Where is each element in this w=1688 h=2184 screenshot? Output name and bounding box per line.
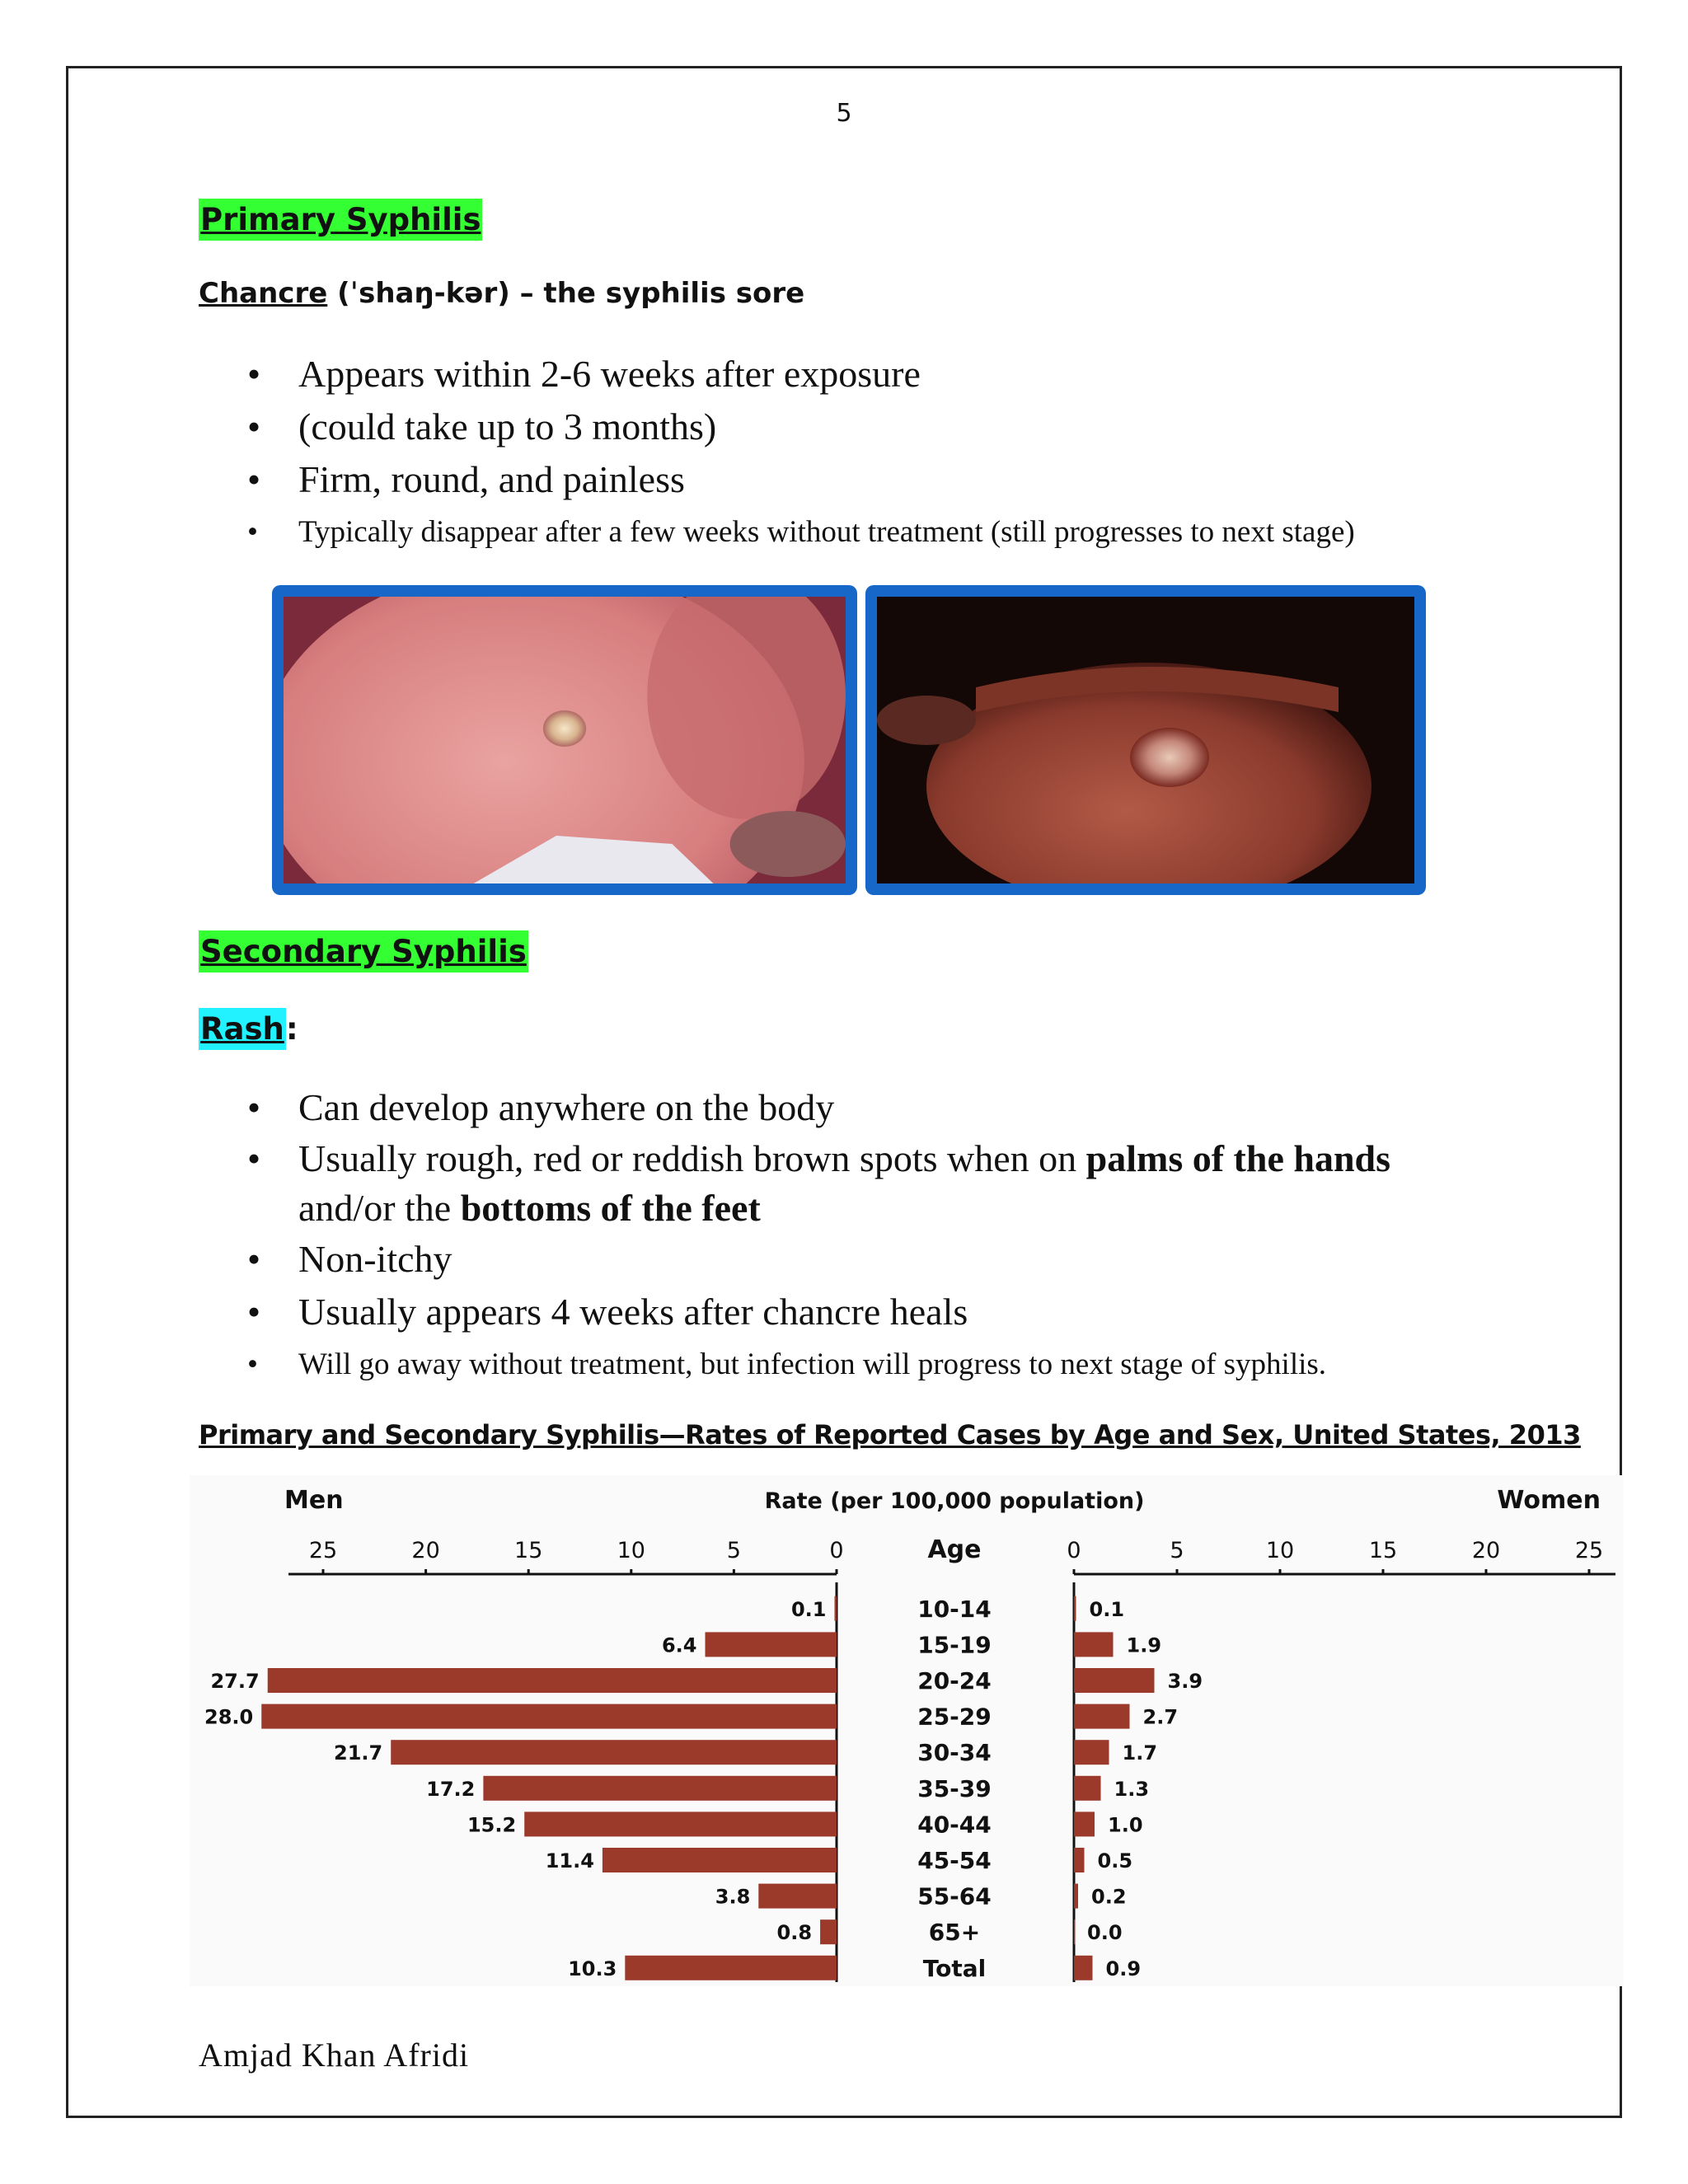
men-tick-label: 25 — [308, 1538, 338, 1563]
men-value-label: 27.7 — [210, 1670, 260, 1693]
women-value-label: 1.0 — [1108, 1813, 1143, 1837]
men-value-label: 10.3 — [568, 1957, 617, 1980]
chancre-subheading: Chancre (ˈshaŋ-kər) – the syphilis sore — [199, 277, 805, 310]
list-item: • Can develop anywhere on the body — [247, 1081, 1484, 1134]
women-bar — [1074, 1776, 1101, 1801]
age-category-label: Total — [922, 1954, 987, 1982]
age-category-label: 35-39 — [917, 1774, 992, 1802]
women-value-label: 0.5 — [1097, 1849, 1133, 1872]
women-tick-label: 20 — [1471, 1538, 1501, 1563]
page-number: 5 — [836, 99, 852, 128]
chancre-photo-tongue — [272, 585, 857, 895]
women-value-label: 0.1 — [1089, 1597, 1125, 1621]
list-item: • Non-itchy — [247, 1233, 1484, 1286]
list-item: • Appears within 2-6 weeks after exposure — [247, 348, 1484, 401]
list-item: • (could take up to 3 months) — [247, 401, 1484, 453]
age-header: Age — [927, 1535, 982, 1564]
women-bar — [1074, 1884, 1078, 1909]
age-category-label: 45-54 — [917, 1847, 992, 1874]
list-item: • Firm, round, and painless — [247, 453, 1484, 506]
men-value-label: 21.7 — [334, 1741, 383, 1765]
women-tick-label: 0 — [1067, 1538, 1081, 1563]
primary-bullets — [247, 348, 1484, 559]
list-item: • Will go away without treatment, but infection will progress to next stage of syphilis. — [247, 1338, 1484, 1391]
men-bar — [758, 1884, 837, 1909]
men-bar — [835, 1596, 837, 1621]
women-tick-label: 15 — [1368, 1538, 1398, 1563]
women-bar — [1074, 1740, 1109, 1765]
men-bar — [625, 1956, 837, 1980]
women-bar — [1074, 1596, 1076, 1621]
women-label: Women — [1497, 1486, 1601, 1515]
women-tick-label: 10 — [1265, 1538, 1295, 1563]
men-value-label: 28.0 — [204, 1705, 254, 1729]
men-bar — [391, 1740, 837, 1765]
list-item: • Typically disappear after a few weeks without treatment (still progresses to next stage) — [247, 506, 1484, 559]
women-bar — [1074, 1704, 1130, 1729]
age-category-label: 20-24 — [917, 1667, 992, 1694]
men-bar — [268, 1668, 837, 1693]
age-category-label: 65+ — [928, 1919, 981, 1947]
men-tick-label: 15 — [514, 1538, 543, 1563]
x-axis-title: Rate (per 100,000 population) — [764, 1488, 1145, 1514]
secondary-bullets — [247, 1081, 1484, 1391]
age-category-label: 55-64 — [917, 1882, 992, 1910]
women-bar — [1074, 1632, 1114, 1657]
men-value-label: 17.2 — [426, 1777, 476, 1801]
chart-svg — [190, 1475, 1624, 1986]
age-category-label: 15-19 — [917, 1631, 992, 1659]
secondary-syphilis-heading: Secondary Syphilis — [199, 930, 528, 974]
men-value-label: 0.1 — [790, 1597, 827, 1621]
women-bar — [1074, 1919, 1076, 1944]
footer-author: Amjad Khan Afridi — [199, 2036, 470, 2074]
men-bar — [483, 1776, 837, 1801]
men-bar — [820, 1919, 837, 1944]
women-tick-label: 5 — [1170, 1538, 1184, 1563]
men-value-label: 3.8 — [715, 1885, 751, 1909]
age-sex-bar-chart — [190, 1475, 1624, 1986]
women-tick-label: 25 — [1574, 1538, 1604, 1563]
women-value-label: 0.9 — [1105, 1957, 1142, 1980]
women-value-label: 0.2 — [1091, 1885, 1127, 1909]
men-bar — [524, 1811, 837, 1836]
men-tick-label: 0 — [829, 1538, 844, 1563]
men-tick-label: 5 — [726, 1538, 741, 1563]
women-value-label: 0.0 — [1087, 1921, 1123, 1945]
women-bar — [1074, 1668, 1155, 1693]
men-value-label: 6.4 — [661, 1633, 697, 1657]
women-value-label: 2.7 — [1142, 1705, 1179, 1729]
chart-title: Primary and Secondary Syphilis—Rates of Reported Cases by Age and Sex, United States, 2013 — [199, 1419, 1581, 1451]
women-value-label: 1.7 — [1122, 1741, 1158, 1765]
rash-heading: Rash: — [199, 1007, 298, 1052]
age-category-label: 30-34 — [917, 1739, 992, 1767]
age-category-label: 40-44 — [917, 1811, 992, 1839]
men-value-label: 15.2 — [467, 1813, 517, 1837]
men-tick-label: 10 — [617, 1538, 645, 1563]
women-bar — [1074, 1811, 1095, 1836]
list-item: • Usually rough, red or reddish brown spots when on palms of the hands and/or the bottoms of the feet — [247, 1134, 1484, 1233]
women-bar — [1074, 1956, 1093, 1980]
men-tick-label: 20 — [411, 1538, 440, 1563]
age-category-label: 25-29 — [917, 1703, 992, 1731]
primary-syphilis-heading: Primary Syphilis — [199, 198, 482, 242]
women-value-label: 1.3 — [1114, 1777, 1150, 1801]
age-category-label: 10-14 — [917, 1595, 992, 1623]
men-label: Men — [284, 1486, 344, 1515]
men-bar — [706, 1632, 837, 1657]
men-bar — [603, 1848, 837, 1872]
list-item: • Usually appears 4 weeks after chancre heals — [247, 1286, 1484, 1338]
women-value-label: 1.9 — [1126, 1633, 1162, 1657]
women-value-label: 3.9 — [1167, 1670, 1203, 1693]
men-bar — [261, 1704, 837, 1729]
chancre-photo-genital — [865, 585, 1426, 895]
men-value-label: 11.4 — [545, 1849, 594, 1872]
women-bar — [1074, 1848, 1085, 1872]
men-value-label: 0.8 — [776, 1921, 813, 1945]
